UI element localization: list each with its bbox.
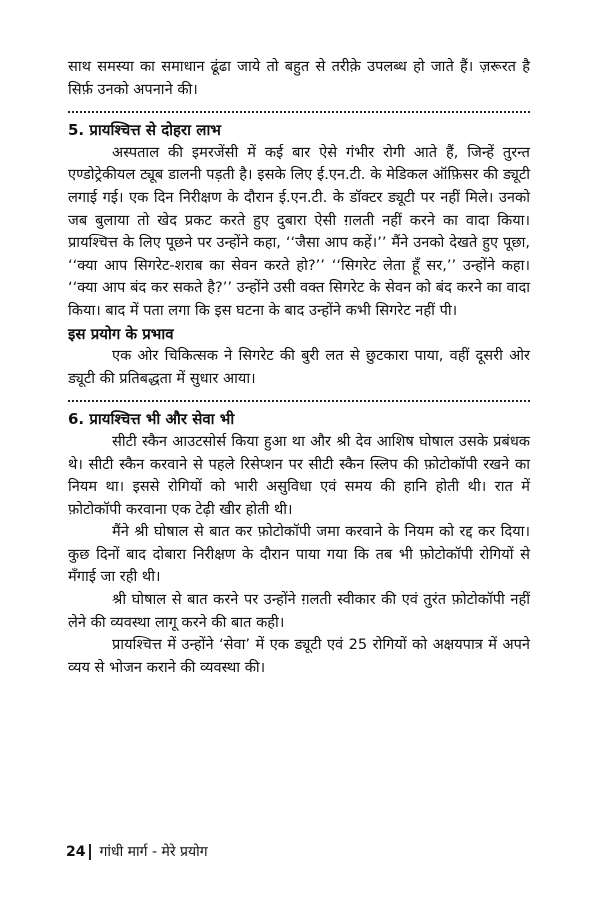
page-footer <box>64 842 208 861</box>
section-6-paragraph-1: सीटी स्कैन आउटसोर्स किया हुआ था और श्री देव आशिष घोषाल उसके प्रबंधक थे। सीटी स्कैन करवाने से पहले रिसेप्शन पर सीटी स्कैन स्लिप की फ़ोटोकॉपी रखने का नियम था। इससे रोगियों को भारी असुविधा एवं समय की हानि होती थी। रात में फ़ोटोकॉपी करवाना एक टेढ़ी खीर होती थी। <box>68 432 530 518</box>
section-5-subheading: इस प्रयोग के प्रभाव <box>68 324 174 343</box>
page-number: 24 <box>64 844 91 860</box>
section-6-paragraph-2: मैंने श्री घोषाल से बात कर फ़ोटोकॉपी जमा करवाने के नियम को रद्द कर दिया। कुछ दिनों बाद दोबारा निरीक्षण के दौरान पाया गया कि तब भी फ़ोटोकॉपी रोगियों से मँगाई जा रही थी। <box>68 523 530 586</box>
book-title: गांधी मार्ग - मेरे प्रयोग <box>99 844 208 860</box>
section-6-paragraph-3: श्री घोषाल से बात करने पर उन्होंने ग़लती स्वीकार की एवं तुरंत फ़ोटोकॉपी नहीं लेने की व्यवस्था लागू करने की बात कही। <box>68 591 530 631</box>
top-paragraph: साथ समस्या का समाधान ढूंढा जाये तो बहुत से तरीक़े उपलब्ध हो जाते हैं। ज़रूरत है सिर्फ़ उनको अपनाने की। <box>68 58 530 98</box>
section-5-effect: एक ओर चिकित्सक ने सिगरेट की बुरी लत से छुटकारा पाया, वहीं दूसरी ओर ड्यूटी की प्रतिबद्धता में सुधार आया। <box>68 347 530 387</box>
section-6-heading: 6. प्रायश्चित्त भी और सेवा भी <box>68 410 235 429</box>
section-6-paragraph-4: प्रायश्चित्त में उन्होंने ‘सेवा’ में एक ड्यूटी एवं 25 रोगियों को अक्षयपात्र में अपने व्यय से भोजन कराने की व्यवस्था की। <box>68 636 530 676</box>
section-5-paragraph: अस्पताल की इमरजेंसी में कई बार ऐसे गंभीर रोगी आते हैं, जिन्हें तुरन्त एण्डोट्रेकीयल ट्यूब डालनी पड़ती है। इसके लिए ई.एन.टी. के मेडिकल ऑफ़िसर की ड्यूटी लगाई गई। एक दिन निरीक्षण के दौरान ई.एन.टी. के डॉक्टर ड्यूटी पर नहीं मिले। उनको जब बुलाया तो खेद प्रकट करते हुए दुबारा ऐसी ग़लती नहीं करने का वादा किया। प्रायश्चित्त के लिए पूछने पर उन्होंने कहा, ‘‘जैसा आप कहें।’’ मैंने उनको देखते हुए पूछा, ‘‘क्या आप सिगरेट-शराब का सेवन करते हो?’’ ‘‘सिगरेट लेता हूँ सर,’’ उन्होंने कहा। ‘‘क्या आप बंद कर सकते है?’’ उन्होंने उसी वक्त सिगरेट के सेवन को बंद करने का वादा किया। बाद में पता लगा कि इस घटना के बाद उन्होंने कभी सिगरेट नहीं पी। <box>68 143 530 319</box>
section-divider <box>68 400 530 402</box>
page-body <box>68 56 530 679</box>
section-divider <box>68 111 530 113</box>
section-5-heading: 5. प्रायश्चित्त से दोहरा लाभ <box>68 121 221 140</box>
